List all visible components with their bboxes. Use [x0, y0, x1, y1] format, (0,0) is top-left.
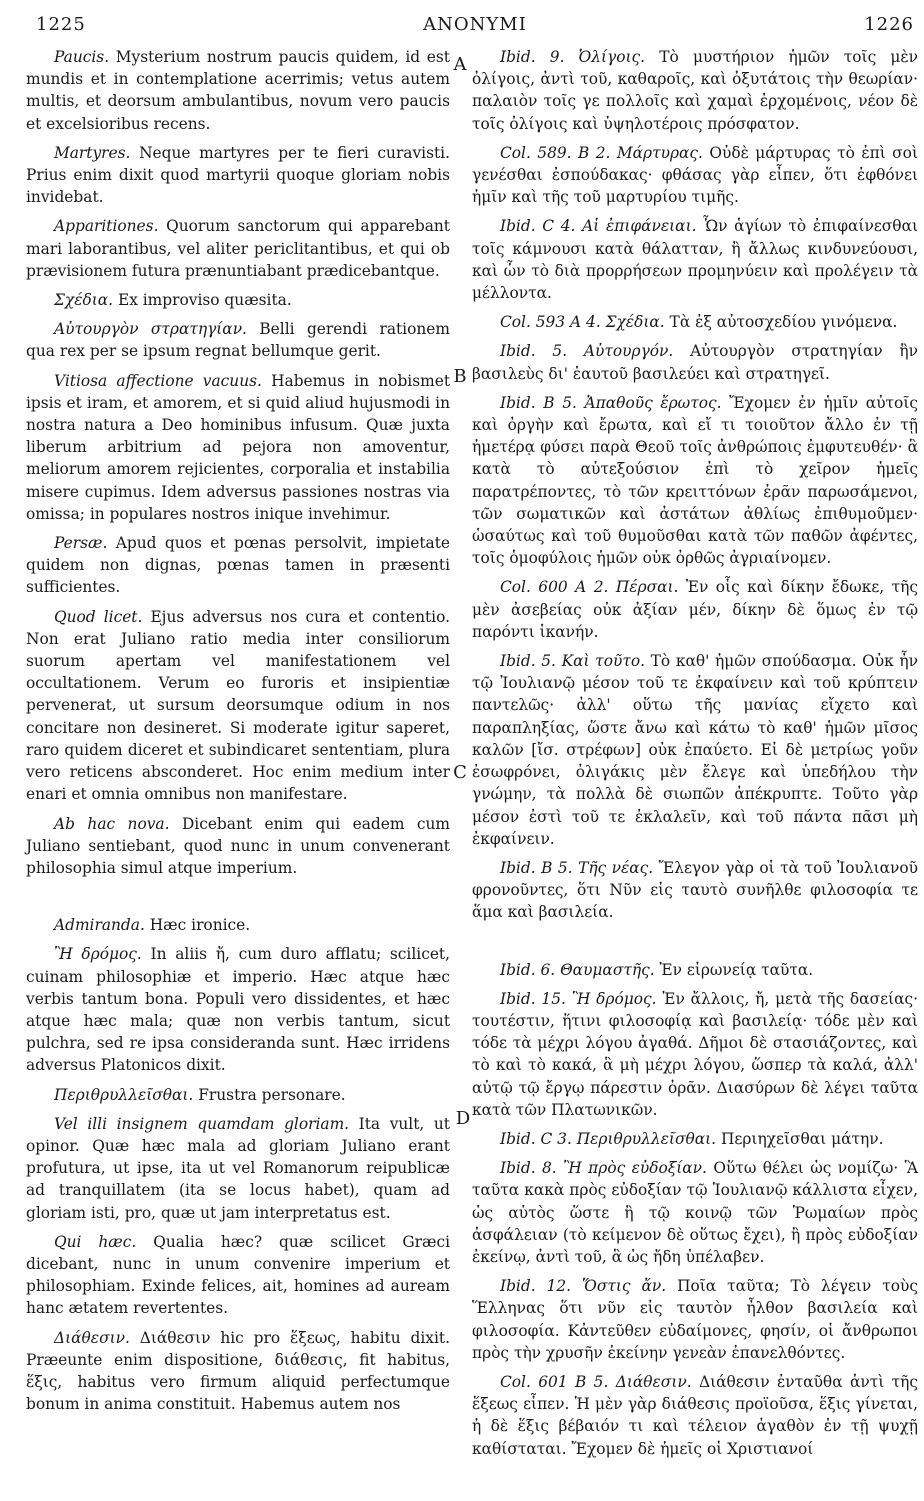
latin-note-text: Neque martyres per te fieri curavisti. Prius enim dixit quod martyrii quoque gloriam nobis invidebat. — [26, 143, 450, 207]
latin-note-text: Ex improviso quæsita. — [113, 291, 292, 310]
latin-note-paragraph — [26, 46, 450, 135]
latin-note-paragraph — [26, 289, 450, 311]
greek-note-paragraph — [472, 46, 918, 135]
greek-note-lemma: Ibid. 8. Ἢ πρὸς εὐδοξίαν. — [500, 1159, 707, 1178]
greek-note-lemma: Col. 589. B 2. Μάρτυρας. — [500, 143, 703, 162]
greek-note-lemma: Col. 600 A 2. Πέρσαι. — [500, 578, 679, 597]
running-header — [36, 14, 914, 38]
right-column-greek — [472, 46, 918, 1467]
greek-note-paragraph — [472, 392, 918, 570]
greek-note-text: Τὰ ἐξ αὐτοσχεδίου γινόμενα. — [664, 313, 898, 332]
latin-note-lemma: Vitiosa affectione vacuus. — [54, 371, 262, 390]
greek-note-text: Ἐν οἷς καὶ δίκην ἔδωκε, τῆς μὲν ἀσεβείας οὐκ ἀξίαν μέν, δίκην δὲ ὅμως ἐν τῷ παρόντι ἱκανήν. — [472, 578, 918, 641]
margin-letter-c: C — [453, 762, 467, 783]
greek-note-text: Ἐν ἄλλοις, ἤ, μετὰ τῆς δασείας· τουτέστιν, ἥτινι φιλοσοφίᾳ καὶ βασιλείᾳ· τόδε μὲν καὶ τόδε τὰ μέχρι λόγου ἀγαθά. Δῆμοι δὲ στασιάζοντες, καὶ τὸ καὶ τὸ κακά, ἃ μὴ μέχρι λόγου, ὥσπερ τὰ καλά, ἀλλ' αὐτῷ τῷ ἔργῳ πάρεστιν ὁρᾶν. Διασύρων δὲ λέγει ταῦτα κατὰ τῶν Πλατωνικῶν. — [472, 989, 918, 1119]
latin-note-lemma: Ἢ δρόμος. — [54, 945, 142, 964]
greek-note-lemma: Ibid. C 3. Περιθρυλλεῖσθαι. — [500, 1129, 717, 1148]
greek-note-text: Ποῖα ταῦτα; Τὸ λέγειν τοὺς Ἕλληνας ὅτι νῦν εἰς ταυτὸν ἦλθον βασιλεία καὶ φιλοσοφία. Κἀντεῦθεν εὐδαίμονες, φησίν, οἱ ἄνθρωποι πρὸς τὴν χρυσῆν ἐκείνην γενεὰν ἐπανελθόντες. — [472, 1277, 918, 1362]
greek-note-paragraph — [472, 988, 918, 1121]
left-column-latin — [26, 46, 450, 1422]
greek-note-paragraph — [472, 340, 918, 384]
greek-note-text: Ἔχομεν ἐν ἡμῖν αὐτοῖς καὶ ὀργὴν καὶ ἔρωτα, καὶ εἴ τι τοιοῦτον ἄλλο ἐν τῇ ἡμετέρᾳ φύσει παρὰ Θεοῦ τοῖς ἀνθρώποις ἐμφυτευθέν· ἃ κατὰ τὸ αὐτεξούσιον ἐπὶ τὸ χεῖρον ἡμεῖς παρατρέποντες, τὸ τῶν κρειττόνων ἐρᾶν παρωσάμενοι, τῶν σωματικῶν καὶ ἀστάτων ἀθλίως ἐπιθυμοῦμεν· ὡσαύτως καὶ τοῦ θυμοῦσθαι κατὰ τῶν παθῶν ἀφέντες, τοῖς ὁμοφύλοις ἡμῶν οὐκ ὀρθῶς ἀγριαίνομεν. — [472, 393, 918, 568]
greek-note-lemma: Ibid. 6. Θαυμαστῆς. — [500, 960, 655, 979]
greek-note-text: Ἔλεγον γὰρ οἱ τὰ τοῦ Ἰουλιανοῦ φρονοῦντες, ὅτι Νῦν εἰς ταυτὸ συνῆλθε φιλοσοφία τε ἅμα καὶ βασιλεία. — [472, 858, 918, 922]
greek-note-lemma: Ibid. 15. Ἢ δρόμος. — [500, 989, 657, 1008]
greek-note-text: Ὧν ἁγίων τὸ ἐπιφαίνεσθαι τοῖς κάμνουσι κατὰ θάλατταν, ἢ ἄλλως κινδυνεύουσι, καὶ ὧν τὸ διὰ προρρήσεων προμηνύειν καὶ προλέγειν τὰ μέλλοντα. — [472, 217, 918, 303]
latin-note-lemma: Διάθεσιν. — [54, 1328, 130, 1347]
latin-note-paragraph — [26, 318, 450, 362]
latin-note-text: Habemus in nobismet ipsis et iram, et amorem, et si quid aliud hujusmodi in nostra natura a Deo hominibus infusum. Quæ juxta liberum arbitrium ad pejora non amoventur, meliorum amorem rejicientes, corporalia et instabilia misere cupimus. Idem adversus passiones nostras via omissa; in populares nostros inique invehimur. — [26, 371, 450, 523]
latin-note-paragraph — [26, 943, 450, 1076]
greek-note-paragraph — [472, 857, 918, 924]
latin-note-paragraph — [26, 1327, 450, 1416]
greek-note-paragraph — [472, 1371, 918, 1460]
greek-note-paragraph — [472, 1275, 918, 1364]
greek-note-lemma: Ibid. 5. Αὐτουργόν. — [500, 342, 674, 361]
greek-note-paragraph — [472, 1128, 918, 1150]
latin-note-text: Mysterium nostrum paucis quidem, id est mundis et in contemplatione acerrimis; vetus autem multis, et deorsum ambulantibus, novum vero paucis et excelsioribus recens. — [26, 48, 450, 133]
latin-note-paragraph — [26, 606, 450, 806]
section-gap — [472, 931, 918, 959]
latin-note-paragraph — [26, 813, 450, 880]
latin-note-text: Hæc ironice. — [144, 916, 251, 935]
margin-letter-d: D — [455, 1108, 471, 1129]
greek-note-paragraph — [472, 576, 918, 643]
latin-note-text: In aliis ἤ, cum duro afflatu; scilicet, cuinam philosophiæ et imperio. Hæc atque hæc verbis tantum bona. Populi vero dissidentes, et hæc atque hæc mala; quæ non verbis tantum, sicut pulchra, sed re ipsa consideranda sunt. Hæc irridens adversus Platonicos dixit. — [26, 945, 450, 1075]
latin-note-paragraph — [26, 532, 450, 599]
latin-note-text: Frustra personare. — [193, 1085, 346, 1104]
latin-note-paragraph — [26, 914, 450, 936]
greek-note-text: Τὸ καθ' ἡμῶν σπούδασμα. Οὐκ ἦν τῷ Ἰουλιανῷ μέσον τοῦ τε ἐκφαίνειν καὶ τοῦ κρύπτειν παντελῶς· ἀλλ' οὕτω τῆς μανίας εἴχετο καὶ παραπληξίας, ὥστε ἄνω καὶ κάτω τὸ καθ' ἡμῶν μῖσος καλῶν [ἴσ. στρέφων] οὐκ ἐπαύετο. Εἰ δὲ μετρίως γοῦν ἐσωφρόνει, ὀλιγάκις μὲν ἔλεγε καὶ ὑπεδήλου τὴν γνώμην, τὰ πολλὰ δὲ σιωπῶν ἀπέκρυπτε. Τοῦτο γὰρ μέσον ἐστὶ τοῦ τε ἐκλαλεῖν, καὶ τοῦ πάντα πᾶσι μὴ ἐκφαίνειν. — [472, 652, 918, 848]
greek-note-paragraph — [472, 142, 918, 209]
greek-note-lemma: Ibid. B 5. Ἀπαθοῦς ἔρωτος. — [500, 393, 722, 412]
latin-note-paragraph — [26, 1084, 450, 1106]
greek-note-text: Περιηχεῖσθαι μάτην. — [716, 1129, 884, 1148]
latin-note-paragraph — [26, 215, 450, 282]
latin-note-lemma: Qui hæc. — [54, 1232, 137, 1251]
greek-note-paragraph — [472, 311, 918, 333]
greek-note-lemma: Col. 601 B 5. Διάθεσιν. — [500, 1372, 692, 1391]
greek-note-lemma: Ibid. B 5. Τῆς νέας. — [500, 858, 654, 877]
latin-note-lemma: Σχέδια. — [54, 291, 114, 310]
latin-note-lemma: Apparitiones. — [54, 217, 159, 236]
greek-note-paragraph — [472, 1157, 918, 1268]
section-gap — [26, 886, 450, 914]
latin-note-paragraph — [26, 142, 450, 209]
greek-note-lemma: Ibid. 12. Ὅστις ἄν. — [500, 1277, 667, 1296]
latin-note-lemma: Quod licet. — [54, 607, 143, 626]
greek-note-text: Τὸ μυστήριον ἡμῶν τοῖς μὲν ὀλίγοις, ἀντὶ τοῦ, καθαροῖς, καὶ ὀξυτάτοις τὴν θεωρίαν· παλαιὸν τοῖς γε πολλοῖς καὶ χαμαὶ ἐρχομένοις, νέον δὲ τοῖς ὀλίγοις καὶ ὑψηλοτέροις πρόσφατον. — [472, 48, 919, 133]
latin-note-text: Διάθεσιν hic pro ἕξεως, habitu dixit. Præeunte enim dispositione, διάθεσις, fit habitus, ἕξις, habitus vero firmum aliquid perfectumque bonum in anima constituit. Habemus autem nos — [26, 1328, 450, 1414]
latin-note-paragraph — [26, 1113, 450, 1224]
margin-letter-a: A — [453, 54, 467, 75]
greek-note-lemma: Ibid. 9. Ὀλίγοις. — [500, 48, 646, 66]
latin-note-lemma: Αὐτουργὸν στρατηγίαν. — [54, 320, 247, 339]
margin-letter-b: B — [453, 366, 467, 387]
latin-note-text: Qualia hæc? quæ scilicet Græci dicebant, nunc in unum convenire imperium et philosophiam. Exinde felices, ait, homines ad auream hanc ætatem revertentes. — [26, 1232, 450, 1318]
greek-note-lemma: Ibid. 5. Καὶ τοῦτο. — [500, 652, 645, 671]
latin-note-lemma: Martyres. — [54, 143, 131, 162]
greek-note-paragraph — [472, 959, 918, 981]
latin-note-text: Apud quos et pœnas persolvit, impietate quidem non dignas, pœnas tamen in præsenti sufficientes. — [26, 534, 450, 597]
greek-note-text: Οὕτω θέλει ὡς νομίζω· Ἃ ταῦτα κακὰ πρὸς εὐδοξίαν τῷ Ἰουλιανῷ κάλλιστα εἶχεν, ὡς αὐτὸς ὥστε ἢ τῷ κοινῷ τῶν Ῥωμαίων πρὸς ἀσφάλειαν (τὸ κείμενον δὲ οὕτως ἔχει), ἢ πρὸς εὐδοξίαν ἐκείνῳ, ἀντὶ τοῦ, ἃ ὡς ἤδη ὑπέλαβεν. — [472, 1159, 918, 1266]
latin-note-lemma: Vel illi insignem quamdam gloriam. — [54, 1114, 350, 1133]
latin-note-text: Dicebant enim qui eadem cum Juliano sentiebant, quod nunc in unum convenerant philosophia simul atque imperium. — [26, 814, 450, 877]
greek-note-paragraph — [472, 215, 918, 304]
latin-note-text: Ita vult, ut opinor. Quæ hæc mala ad gloriam Juliano erant profutura, ut ipse, ita ut vel Romanorum reipublicæ ad tranquillatem (ita se locus habet), quam ad gloriam isti, pro, quæ ut jam interpretatus est. — [26, 1114, 450, 1222]
greek-note-lemma: Ibid. C 4. Αἱ ἐπιφάνειαι. — [500, 217, 697, 236]
latin-note-paragraph — [26, 370, 450, 525]
page-number-left: 1225 — [36, 14, 86, 35]
greek-note-text: Ἐν εἰρωνείᾳ ταῦτα. — [654, 960, 814, 979]
latin-note-lemma: Περιθρυλλεῖσθαι. — [54, 1085, 194, 1104]
page-number-right: 1226 — [864, 14, 914, 35]
latin-note-text: Belli gerendi rationem qua rex per se ipsum regnat bellumque gerit. — [26, 320, 450, 361]
latin-note-lemma: Ab hac nova. — [54, 814, 170, 833]
latin-note-paragraph — [26, 1231, 450, 1320]
greek-note-text: Αὐτουργὸν στρατηγίαν ἣν βασιλεὺς δι' ἑαυτοῦ βασιλεύει καὶ στρατηγεῖ. — [472, 342, 918, 383]
latin-note-lemma: Admiranda. — [54, 916, 145, 935]
greek-note-lemma: Col. 593 A 4. Σχέδια. — [500, 313, 665, 332]
running-title: ANONYMI — [423, 14, 527, 35]
latin-note-lemma: Persæ. — [54, 534, 108, 553]
greek-note-paragraph — [472, 650, 918, 850]
latin-note-text: Ejus adversus nos cura et contentio. Non erat Juliano ratio media inter consiliorum suorum apertam vel manifestationem vel occultationem. Verum eo furoris et insipientiæ pervenerat, ut sursum deorsumque odium in nos concitare non desineret. Si moderate igitur saperet, raro quidem diceret et subindicaret sententiam, plura vero reticens absconderet. Hoc enim medium inter enari et omnia omnibus non manifestare. — [26, 607, 450, 804]
latin-note-lemma: Paucis. — [54, 48, 110, 66]
greek-note-text: Οὐδὲ μάρτυρας τὸ ἐπὶ σοὶ γενέσθαι ἐσπούδακας· φθάσας γὰρ εἶπεν, ὅτι ἐφθόνει ἡμῖν καὶ τῆς τοῦ μαρτυρίου τιμῆς. — [472, 143, 918, 207]
latin-note-text: Quorum sanctorum qui apparebant mari laborantibus, vel aliter periclitantibus, et qui ob prævisionem futura prænuntiabant prædicebantque. — [26, 217, 450, 280]
greek-note-text: Διάθεσιν ἐνταῦθα ἀντὶ τῆς ἕξεως εἶπεν. Ἡ μὲν γὰρ διάθεσις προϊοῦσα, ἕξις γίνεται, ἡ δὲ ἕξις βέβαιόν τι καὶ τέλειον ἀγαθὸν ἐν τῇ ψυχῇ καθίσταται. Ἔχομεν δὲ ἡμεῖς οἱ Χριστιανοί — [472, 1372, 918, 1458]
